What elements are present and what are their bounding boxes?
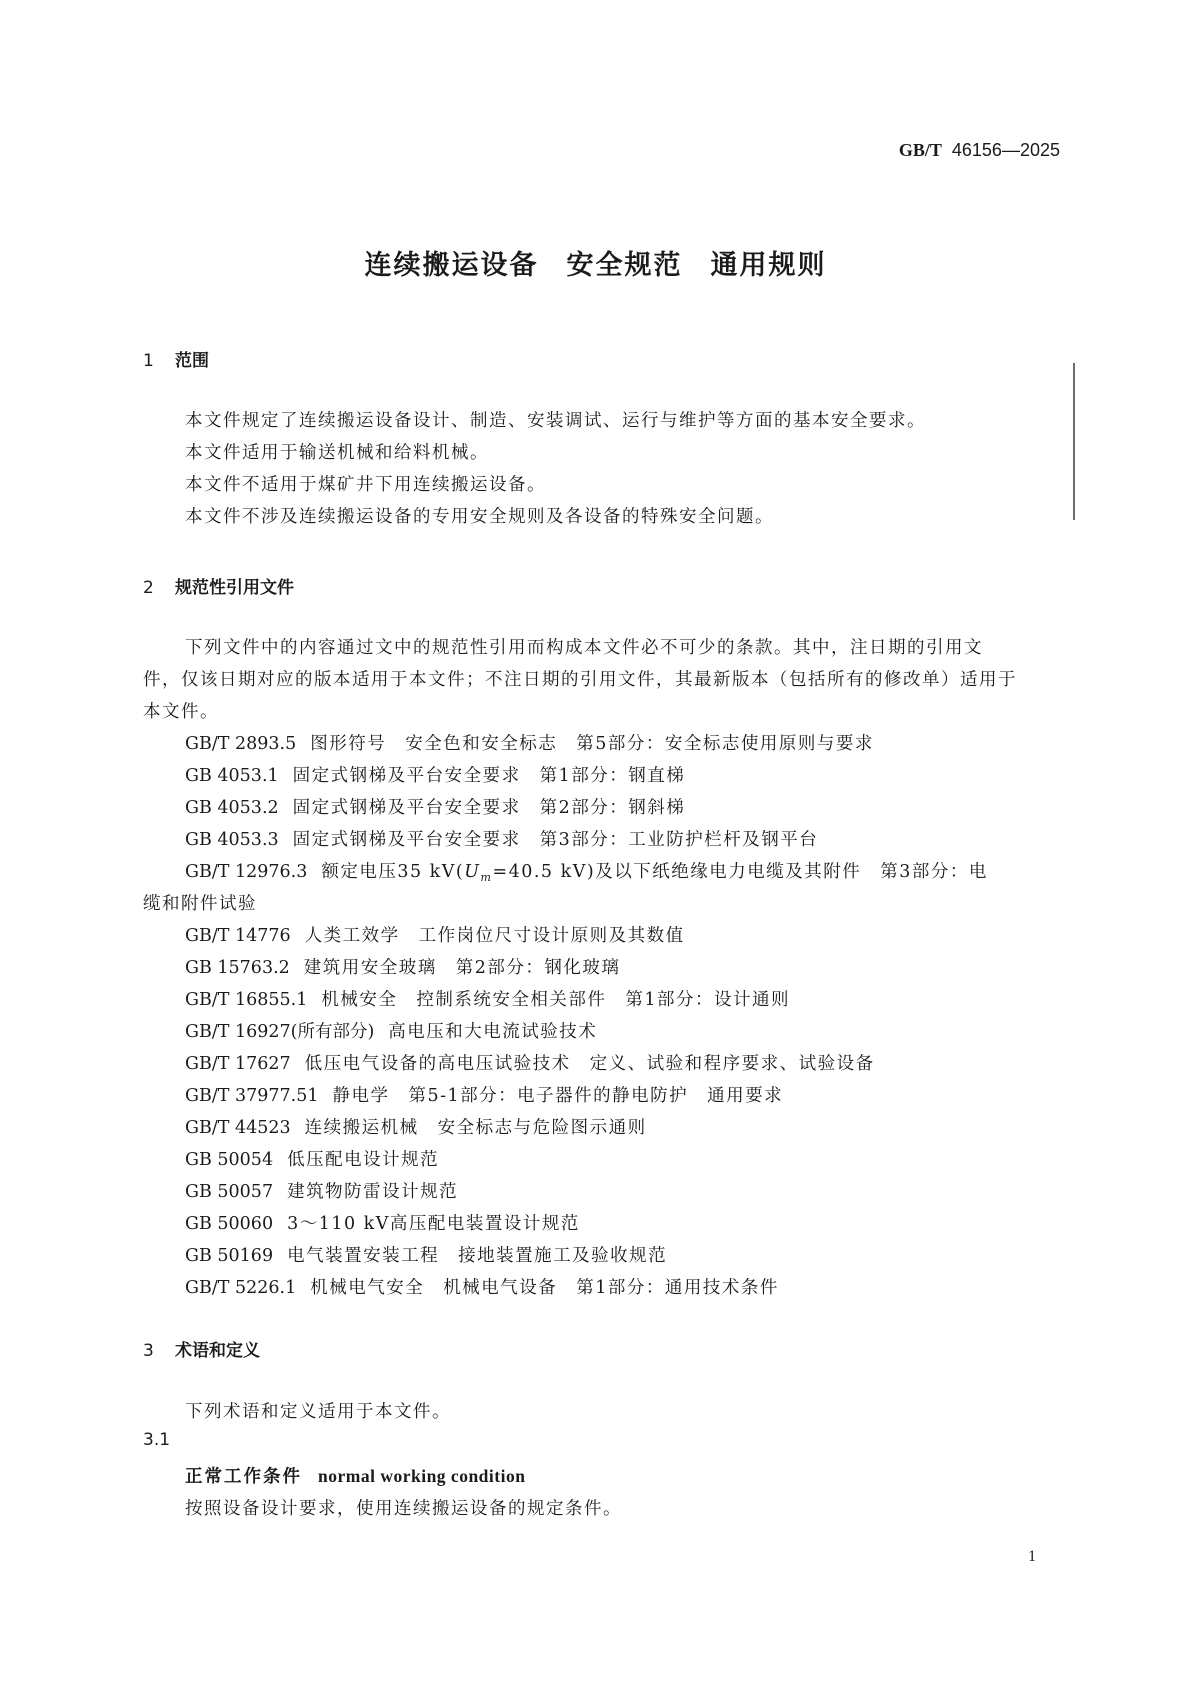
references-intro: 下列文件中的内容通过文中的规范性引用而构成本文件必不可少的条款。其中，注日期的引用文	[185, 638, 983, 658]
reference-code: GB/T 5226.1	[185, 1278, 297, 1298]
section-1-heading	[143, 346, 209, 371]
reference-title: 图形符号 安全色和安全标志 第5部分：安全标志使用原则与要求	[310, 734, 874, 754]
title-part-2: 安全规范	[566, 250, 683, 281]
terms-intro: 下列术语和定义适用于本文件。	[185, 1402, 451, 1422]
reference-code: GB/T 16927(所有部分)	[185, 1022, 375, 1042]
reference-code: GB 4053.1	[185, 766, 279, 786]
reference-code: GB/T 12976.3	[185, 862, 308, 882]
reference-code: GB 50054	[185, 1150, 274, 1170]
reference-title: 建筑物防雷设计规范	[287, 1182, 459, 1202]
title-part-3: 通用规则	[710, 250, 827, 281]
reference-title: 固定式钢梯及平台安全要求 第2部分：钢斜梯	[292, 798, 686, 818]
reference-item	[185, 762, 685, 787]
references-intro: 本文件。	[143, 702, 219, 722]
reference-item	[185, 858, 988, 884]
reference-title: 机械安全 控制系统安全相关部件 第1部分：设计通则	[321, 990, 790, 1010]
reference-title: 静电学 第5-1部分：电子器件的静电防护 通用要求	[332, 1086, 784, 1106]
reference-title: 固定式钢梯及平台安全要求 第1部分：钢直梯	[292, 766, 686, 786]
term-definition: 按照设备设计要求，使用连续搬运设备的规定条件。	[185, 1499, 622, 1519]
reference-code: GB 50057	[185, 1182, 274, 1202]
reference-title: 低压配电设计规范	[287, 1150, 440, 1170]
reference-item	[185, 730, 874, 755]
document-title	[0, 243, 1191, 282]
reference-code: GB 50169	[185, 1246, 274, 1266]
reference-item	[185, 794, 685, 819]
subscript: m	[480, 871, 493, 884]
page-number: 1	[1028, 1548, 1036, 1565]
section-number: 3	[143, 1341, 154, 1361]
standard-code: 46156—2025	[951, 140, 1060, 160]
reference-title: 连续搬运机械 安全标志与危险图示通则	[304, 1118, 647, 1138]
reference-title: 额定电压35 kV(	[321, 862, 465, 882]
title-part-1: 连续搬运设备	[364, 250, 539, 281]
section-number: 2	[143, 578, 154, 598]
reference-item	[185, 1114, 647, 1139]
term-heading	[185, 1463, 525, 1488]
reference-item	[185, 826, 818, 851]
reference-item	[185, 1018, 597, 1043]
scope-paragraph: 本文件不适用于煤矿井下用连续搬运设备。	[185, 475, 546, 495]
reference-title: 电气装置安装工程 接地装置施工及验收规范	[287, 1246, 668, 1266]
reference-code: GB 4053.3	[185, 830, 279, 850]
reference-code: GB/T 37977.51	[185, 1086, 319, 1106]
term-number: 3.1	[143, 1430, 171, 1450]
standard-number	[899, 140, 1060, 161]
references-intro: 件，仅该日期对应的版本适用于本文件；不注日期的引用文件，其最新版本（包括所有的修改单）适用于	[143, 670, 1017, 690]
reference-code: GB/T 16855.1	[185, 990, 308, 1010]
reference-title: =40.5 kV)及以下纸绝缘电力电缆及其附件 第3部分：电	[492, 862, 988, 882]
standard-prefix: GB/T	[898, 140, 942, 160]
term-chinese: 正常工作条件	[185, 1467, 302, 1487]
reference-item	[185, 1178, 458, 1203]
reference-code: GB 50060	[185, 1214, 274, 1234]
variable-symbol: U	[464, 862, 481, 882]
reference-item	[185, 954, 620, 979]
reference-code: GB/T 2893.5	[185, 734, 297, 754]
reference-item	[185, 1050, 875, 1075]
reference-code: GB/T 17627	[185, 1054, 291, 1074]
section-2-heading	[143, 573, 294, 598]
scope-paragraph: 本文件不涉及连续搬运设备的专用安全规则及各设备的特殊安全问题。	[185, 507, 774, 527]
section-title: 范围	[175, 351, 209, 371]
reference-title: 高电压和大电流试验技术	[388, 1022, 598, 1042]
section-number: 1	[143, 351, 154, 371]
scope-paragraph: 本文件适用于输送机械和给料机械。	[185, 443, 489, 463]
reference-item	[185, 1082, 783, 1107]
reference-title: 机械电气安全 机械电气设备 第1部分：通用技术条件	[310, 1278, 779, 1298]
reference-title: 低压电气设备的高电压试验技术 定义、试验和程序要求、试验设备	[304, 1054, 875, 1074]
section-3-heading	[143, 1336, 260, 1361]
term-english: normal working condition	[318, 1466, 526, 1486]
reference-item-continuation: 缆和附件试验	[143, 894, 257, 914]
reference-item	[185, 1274, 779, 1299]
reference-item	[185, 1146, 439, 1171]
reference-item	[185, 922, 685, 947]
reference-code: GB/T 14776	[185, 926, 291, 946]
section-title: 规范性引用文件	[175, 578, 294, 598]
reference-title: 3～110 kV高压配电装置设计规范	[287, 1214, 580, 1234]
reference-item	[185, 1242, 667, 1267]
reference-item	[185, 1210, 580, 1235]
reference-code: GB/T 44523	[185, 1118, 291, 1138]
reference-title: 建筑用安全玻璃 第2部分：钢化玻璃	[303, 958, 621, 978]
reference-code: GB 15763.2	[185, 958, 290, 978]
reference-code: GB 4053.2	[185, 798, 279, 818]
scope-paragraph: 本文件规定了连续搬运设备设计、制造、安装调试、运行与维护等方面的基本安全要求。	[185, 411, 926, 431]
change-bar	[1073, 363, 1075, 520]
reference-title: 固定式钢梯及平台安全要求 第3部分：工业防护栏杆及钢平台	[292, 830, 819, 850]
reference-title: 人类工效学 工作岗位尺寸设计原则及其数值	[304, 926, 685, 946]
section-title: 术语和定义	[175, 1341, 260, 1361]
reference-item	[185, 986, 790, 1011]
